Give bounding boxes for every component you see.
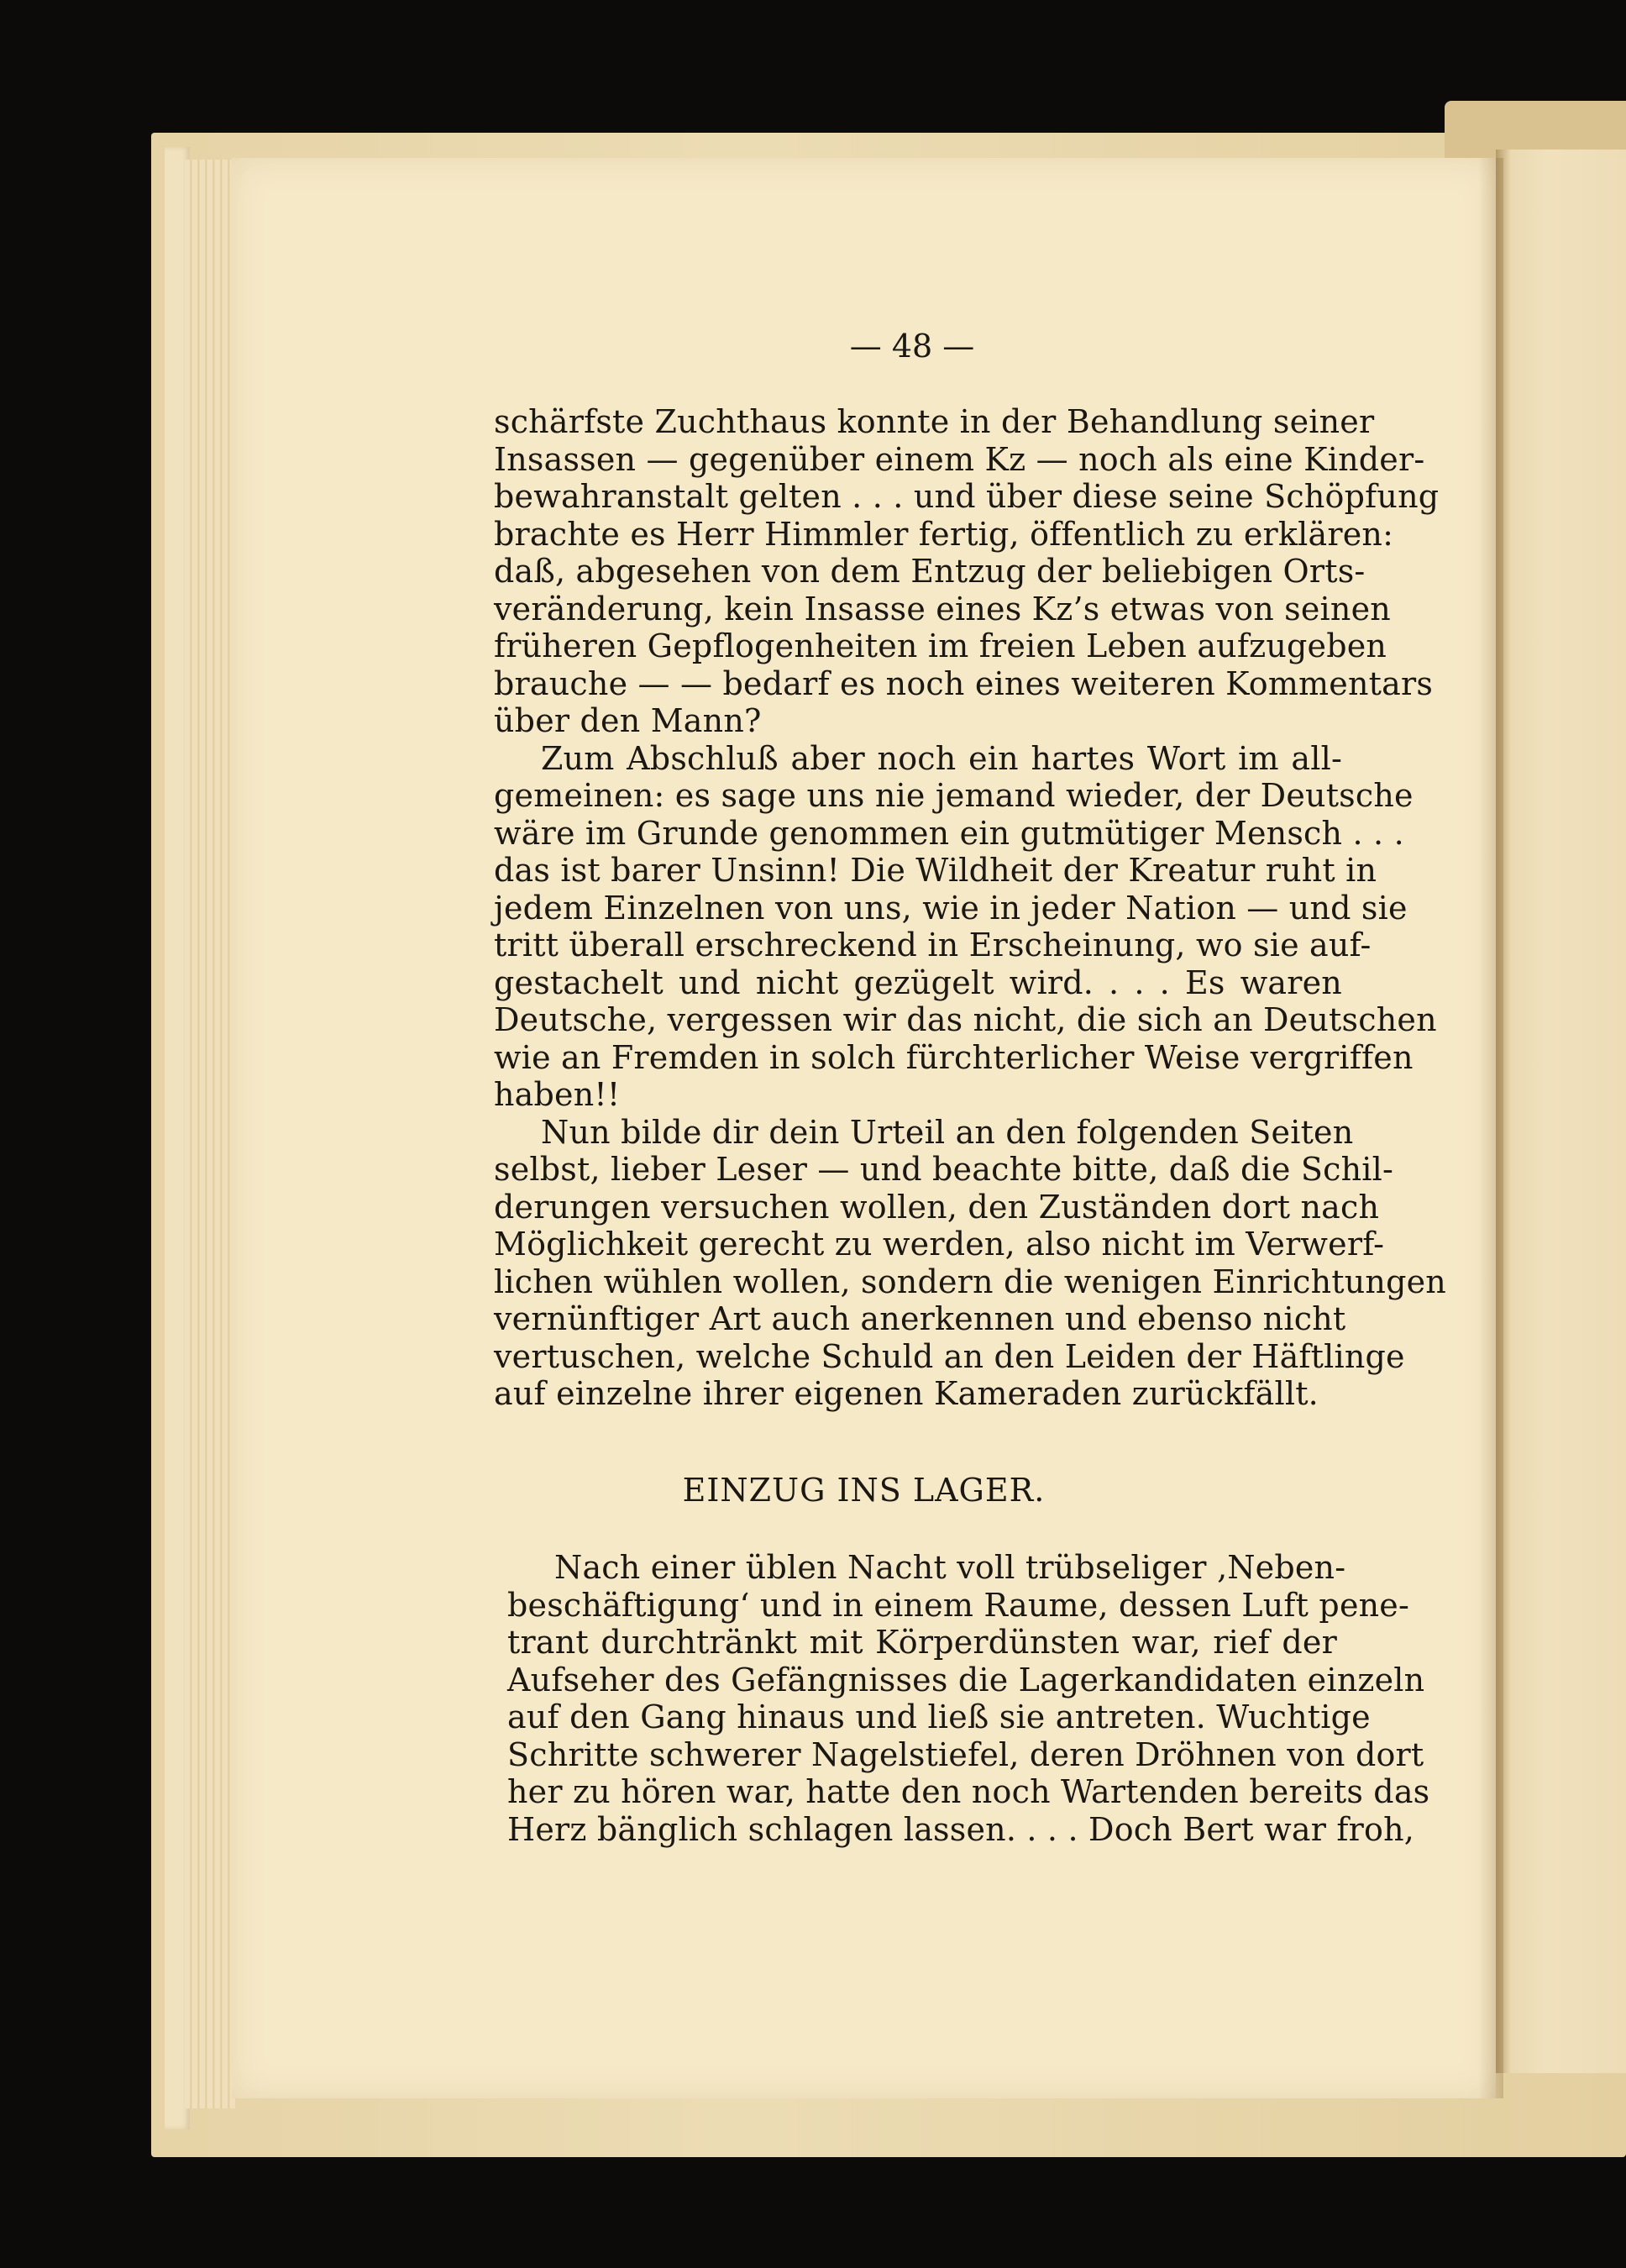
text-line: trant durchtränkt mit Körperdünsten war, rief der — [507, 1624, 1337, 1661]
text-line: gestachelt und nicht gezügelt wird. . . . Es waren — [494, 964, 1342, 1001]
text-line: auf einzelne ihrer eigenen Kameraden zurückfällt. — [494, 1375, 1319, 1412]
text-line: vertuschen, welche Schuld an den Leiden der Häftlinge — [494, 1338, 1405, 1375]
text-line: vernünftiger Art auch anerkennen und ebenso nicht — [494, 1300, 1346, 1337]
text-line: derungen versuchen wollen, den Zuständen dort nach — [494, 1189, 1380, 1226]
text-line: über den Mann? — [494, 702, 762, 739]
text-line: Insassen — gegenüber einem Kz — noch als eine Kinder- — [494, 441, 1425, 478]
page-block-edges — [185, 160, 235, 2108]
text-line: haben!! — [494, 1076, 621, 1113]
text-line: Schritte schwerer Nagelstiefel, deren Dröhnen von dort — [507, 1736, 1424, 1773]
text-line: früheren Gepflogenheiten im freien Leben aufzugeben — [494, 627, 1387, 664]
section-heading: EINZUG INS LAGER. — [682, 1472, 1046, 1509]
text-line: Nach einer üblen Nacht voll trübseliger ‚Neben- — [554, 1549, 1346, 1586]
text-line: selbst, lieber Leser — und beachte bitte, daß die Schil- — [494, 1151, 1393, 1188]
facing-page-edge — [1496, 150, 1626, 2073]
text-line: lichen wühlen wollen, sondern die wenigen Einrichtungen — [494, 1263, 1446, 1300]
text-line: Zum Abschluß aber noch ein hartes Wort im all- — [541, 740, 1342, 777]
text-line: brauche — — bedarf es noch eines weiteren Kommentars — [494, 665, 1434, 702]
page-number: — 48 — — [849, 328, 975, 365]
text-line: schärfste Zuchthaus konnte in der Behandlung seiner — [494, 403, 1375, 440]
text-line: Herz bänglich schlagen lassen. . . . Doch Bert war froh, — [507, 1811, 1415, 1848]
text-line: veränderung, kein Insasse eines Kz’s etwas von seinen — [494, 591, 1391, 627]
text-line: beschäftigung‘ und in einem Raume, dessen Luft pene- — [507, 1587, 1410, 1624]
text-line: wäre im Grunde genommen ein gutmütiger Mensch . . . — [494, 815, 1404, 852]
text-line: Nun bilde dir dein Urteil an den folgenden Seiten — [541, 1114, 1354, 1151]
text-line: brachte es Herr Himmler fertig, öffentlich zu erklären: — [494, 516, 1394, 553]
text-line: wie an Fremden in solch fürchterlicher Weise vergriffen — [494, 1039, 1414, 1076]
text-line: gemeinen: es sage uns nie jemand wieder, der Deutsche — [494, 777, 1414, 814]
text-line: bewahranstalt gelten . . . und über diese seine Schöpfung — [494, 478, 1440, 515]
spine-shadow — [1478, 158, 1503, 2098]
text-line: das ist barer Unsinn! Die Wildheit der Kreatur ruht in — [494, 852, 1377, 889]
text-line: Aufseher des Gefängnisses die Lagerkandidaten einzeln — [507, 1662, 1425, 1698]
text-line: Deutsche, vergessen wir das nicht, die sich an Deutschen — [494, 1001, 1437, 1038]
text-line: daß, abgesehen von dem Entzug der beliebigen Orts- — [494, 553, 1366, 590]
text-line: auf den Gang hinaus und ließ sie antreten. Wuchtige — [507, 1698, 1371, 1735]
text-line: jedem Einzelnen von uns, wie in jeder Nation — und sie — [494, 890, 1408, 927]
text-line: tritt überall erschreckend in Erscheinung, wo sie auf- — [494, 927, 1372, 963]
text-line: her zu hören war, hatte den noch Wartenden bereits das — [507, 1773, 1430, 1810]
text-line: Möglichkeit gerecht zu werden, also nicht im Verwerf- — [494, 1226, 1385, 1263]
